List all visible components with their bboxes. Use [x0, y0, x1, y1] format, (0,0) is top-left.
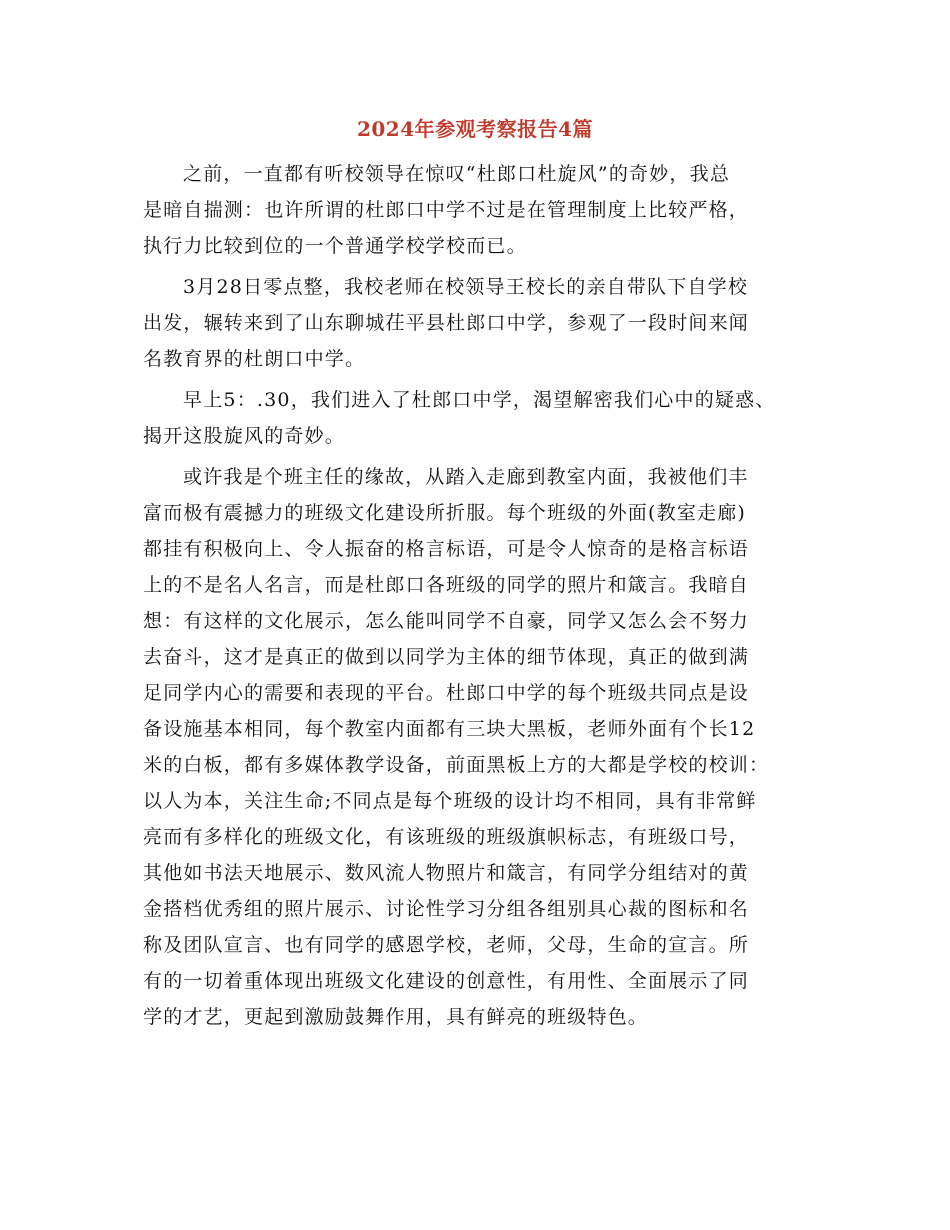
document-title: 2024年参观考察报告4篇: [356, 117, 594, 141]
text-line: 早上5：.30，我们进入了杜郎口中学，渴望解密我们心中的疑惑、: [183, 389, 776, 411]
text-line: 之前，一直都有听校领导在惊叹“杜郎口杜旋风”的奇妙，我总: [183, 163, 731, 185]
paragraph-3: [143, 382, 813, 454]
text-line: 以人为本，关注生命;不同点是每个班级的设计均不相同，具有非常鲜: [143, 790, 757, 812]
text-line: 上的不是名人名言，而是杜郎口各班级的同学的照片和箴言。我暗自: [143, 574, 750, 596]
paragraph-4: [143, 459, 813, 1035]
text-line: 或许我是个班主任的缘故，从踏入走廊到教室内面，我被他们丰: [183, 466, 749, 488]
text-line: 出发，辗转来到了山东聊城茌平县杜郎口中学，参观了一段时间来闻: [143, 312, 750, 334]
text-line: 揭开这股旋风的奇妙。: [143, 425, 346, 447]
text-line: 都挂有积极向上、令人振奋的格言标语，可是令人惊奇的是格言标语: [143, 538, 750, 560]
text-line: 3月28日零点整，我校老师在校领导王校长的亲自带队下自学校: [183, 276, 749, 298]
paragraph-2: [143, 269, 813, 377]
text-line: 去奋斗，这才是真正的做到以同学为主体的细节体现，真正的做到满: [143, 646, 750, 668]
document-body: [143, 156, 813, 1040]
text-line: 执行力比较到位的一个普通学校学校而已。: [143, 235, 527, 257]
text-line: 想：有这样的文化展示，怎么能叫同学不自豪，同学又怎么会不努力: [143, 610, 750, 632]
text-line: 称及团队宣言、也有同学的感恩学校，老师，父母，生命的宣言。所: [143, 934, 750, 956]
paragraph-1: [143, 156, 813, 264]
text-line: 金搭档优秀组的照片展示、讨论性学习分组各组别具心裁的图标和名: [143, 898, 750, 920]
text-line: 有的一切着重体现出班级文化建设的创意性，有用性、全面展示了同: [143, 970, 750, 992]
text-line: 备设施基本相同，每个教室内面都有三块大黑板，老师外面有个长12: [143, 718, 756, 740]
text-line: 学的才艺，更起到激励鼓舞作用，具有鲜亮的班级特色。: [143, 1006, 649, 1028]
text-line: 其他如书法天地展示、数风流人物照片和箴言，有同学分组结对的黄: [143, 862, 750, 884]
text-line: 足同学内心的需要和表现的平台。杜郎口中学的每个班级共同点是设: [143, 682, 750, 704]
text-line: 亮而有多样化的班级文化，有该班级的班级旗帜标志，有班级口号，: [143, 826, 750, 848]
text-line: 名教育界的杜朗口中学。: [143, 348, 366, 370]
text-line: 是暗自揣测：也许所谓的杜郎口中学不过是在管理制度上比较严格，: [143, 199, 750, 221]
text-line: 米的白板，都有多媒体教学设备，前面黑板上方的大都是学校的校训：: [143, 754, 770, 776]
text-line: 富而极有震撼力的班级文化建设所折服。每个班级的外面(教室走廊): [143, 502, 747, 524]
